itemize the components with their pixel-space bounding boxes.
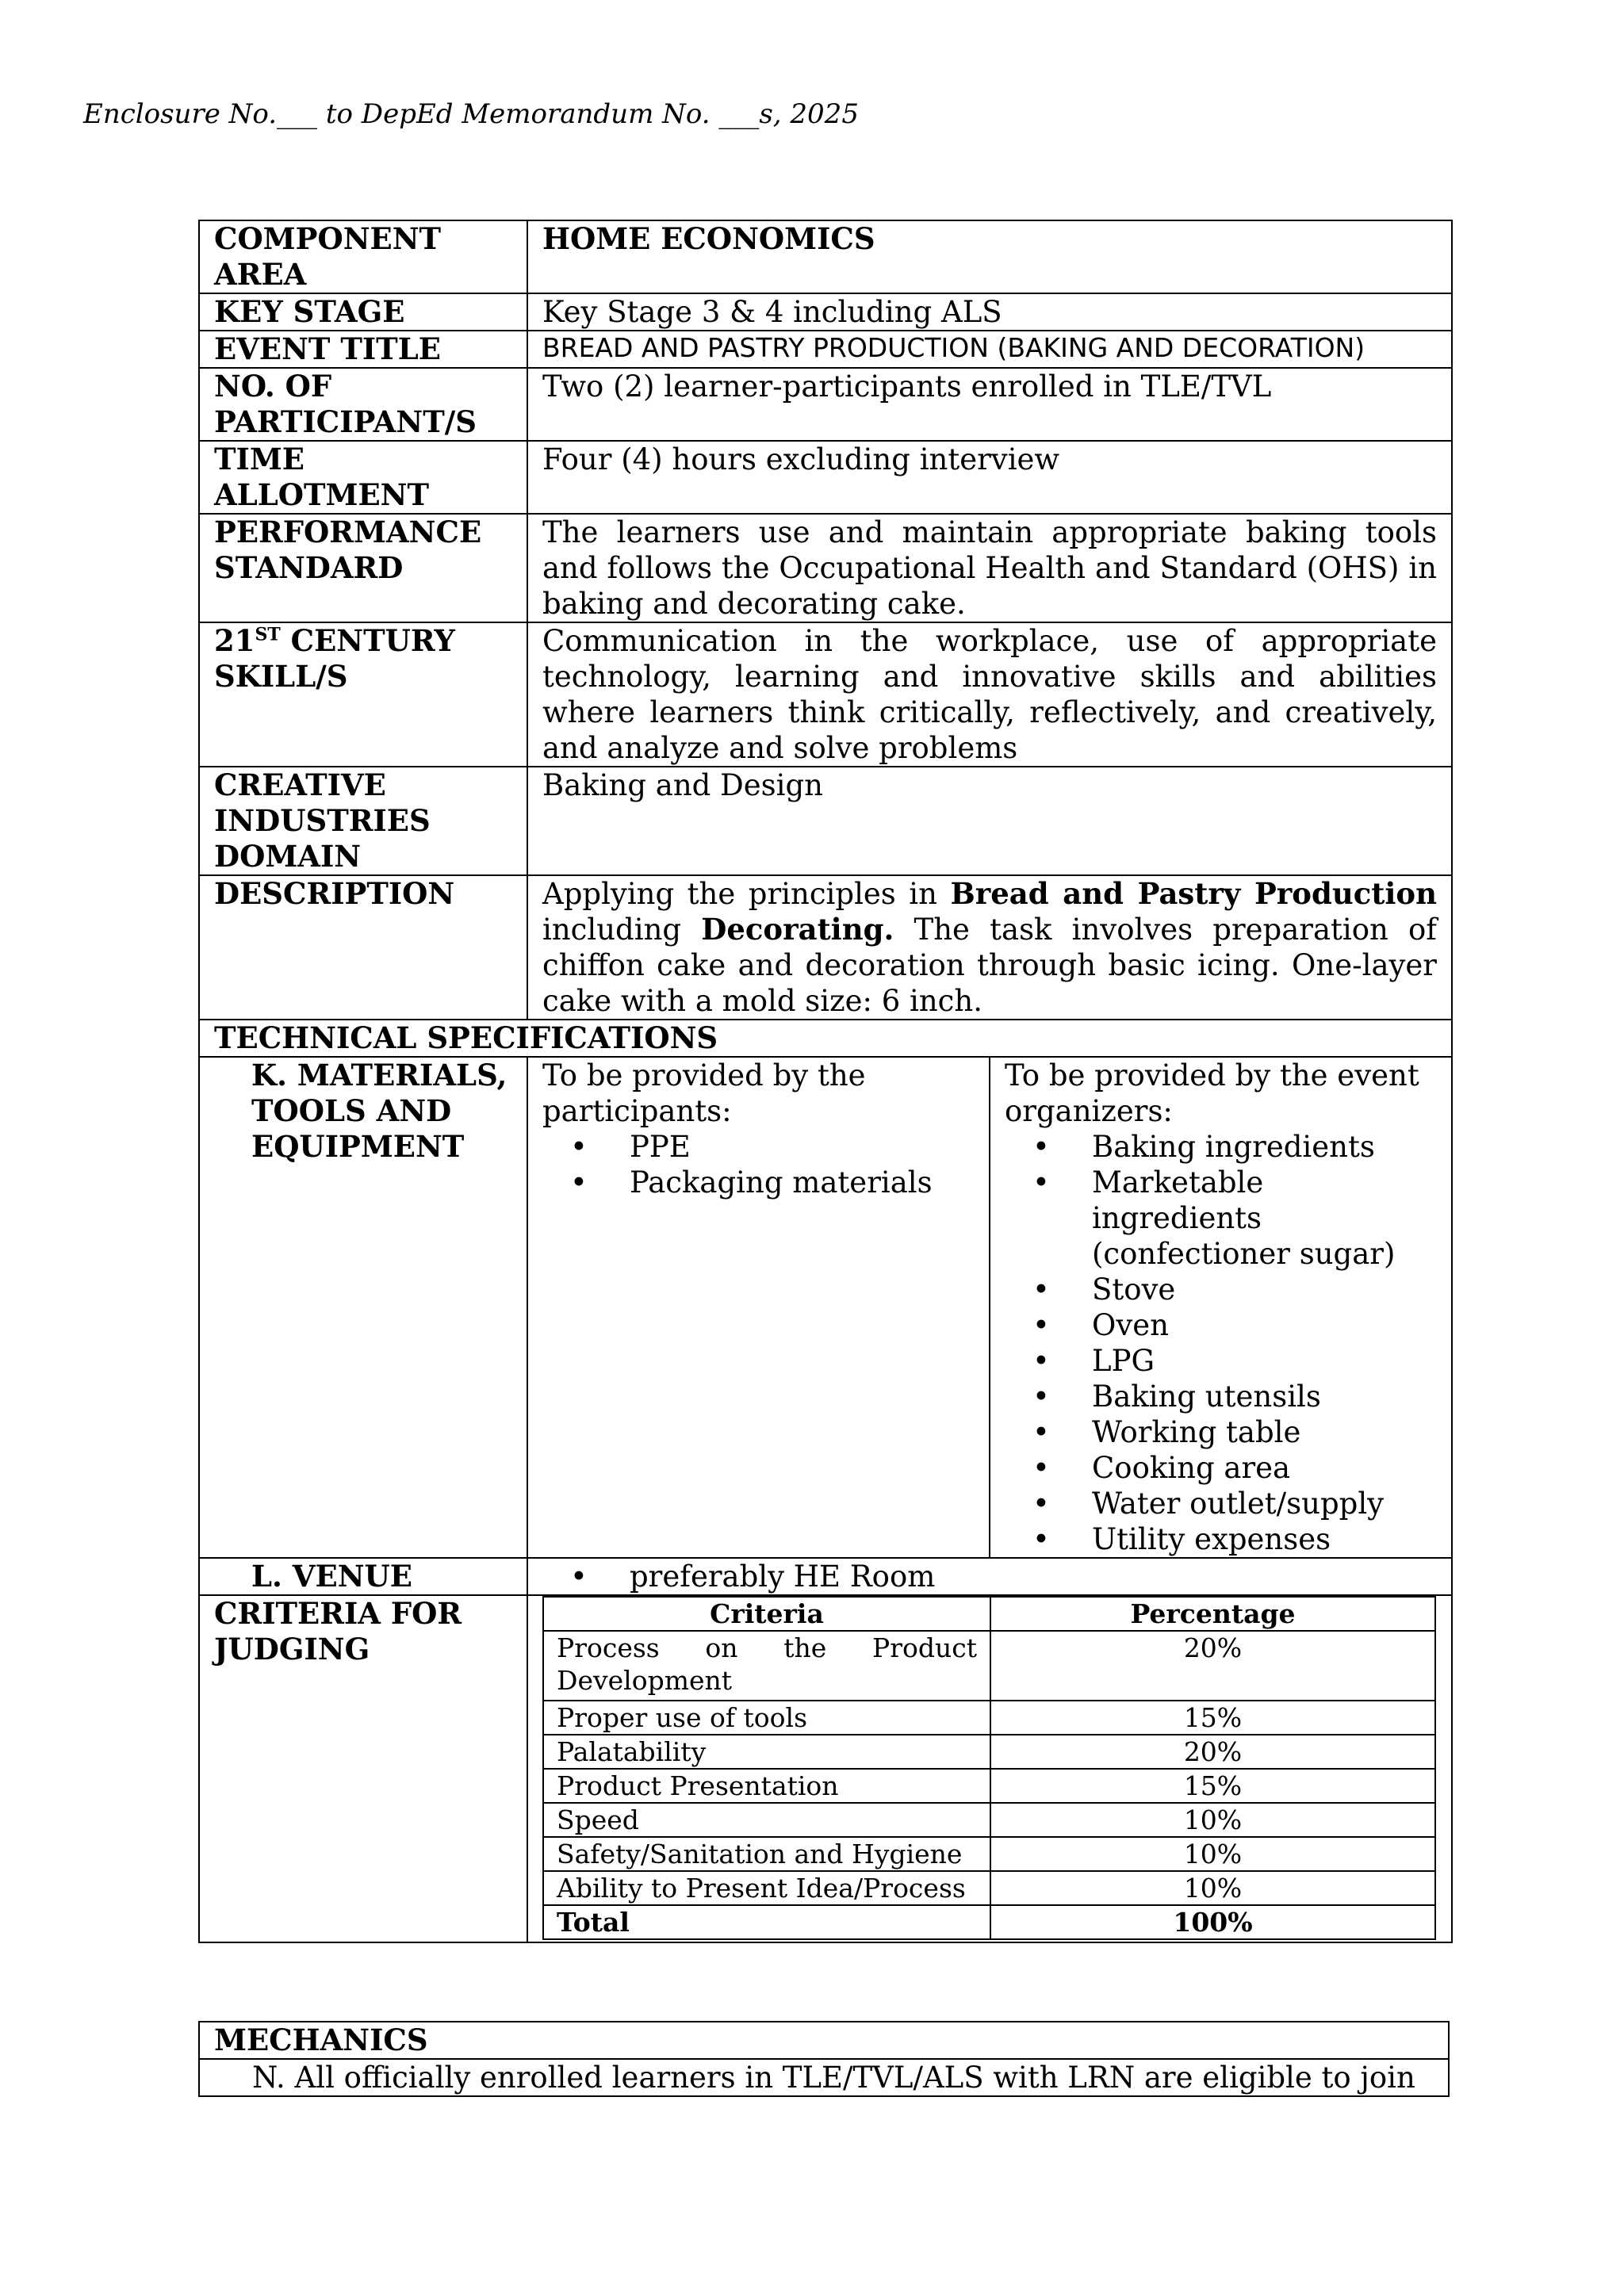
venue-value: • preferably HE Room [630,1559,1437,1594]
criteria-name: Ability to Present Idea/Process [543,1871,990,1905]
event-title-label: EVENT TITLE [199,331,527,368]
creative-domain-value: Baking and Design [527,767,1452,875]
list-item: • Working table [1092,1414,1437,1450]
century-skills-value: Communication in the workplace, use of appropriate technology, learning and innovative skills and abilities where learners think critically, reflectively, and creatively, and analyze and solve problems [527,622,1452,767]
performance-standard-value: The learners use and maintain appropriate baking tools and follows the Occupational Health and Standard (OHS) in baking and decorating cake. [527,514,1452,622]
criteria-percentage: 15% [990,1769,1435,1803]
table-row [543,1769,1435,1803]
description-text-3: The task involves preparation of chiffon cake and decoration through basic icing. One-layer cake with a mold size: 6 inch. [542,913,1438,1018]
organizers-provided-list [1005,1129,1437,1557]
criteria-name: Product Presentation [543,1769,990,1803]
row-event-title [199,331,1452,368]
criteria-percentage: 15% [990,1701,1435,1735]
row-time-allotment [199,441,1452,514]
criteria-percentage: 20% [990,1735,1435,1769]
row-mechanics-heading [199,2022,1449,2059]
row-participants [199,368,1452,441]
criteria-percentage: 10% [990,1837,1435,1871]
list-item: • Utility expenses [1092,1521,1437,1557]
event-title-value: BREAD AND PASTRY PRODUCTION (BAKING AND DECORATION) [527,331,1452,368]
criteria-name: Palatability [543,1735,990,1769]
criteria-cell [527,1595,1452,1942]
description-value [527,875,1452,1020]
description-label: DESCRIPTION [199,875,527,1020]
century-skills-label-sup: ST [255,624,281,645]
participants-provided-list [542,1129,975,1200]
participants-label: NO. OF PARTICIPANT/S [199,368,527,441]
row-key-stage [199,293,1452,331]
century-skills-label [199,622,527,767]
criteria-name: Process on the Product Development [543,1631,990,1701]
list-item: • PPE [630,1129,975,1165]
row-mechanics-item [199,2059,1449,2096]
row-component-area [199,220,1452,293]
list-item: • Packaging materials [630,1165,975,1200]
row-century-skills [199,622,1452,767]
criteria-name: Proper use of tools [543,1701,990,1735]
materials-label: K. MATERIALS, TOOLS AND EQUIPMENT [199,1057,527,1558]
list-item: • Marketable ingredients (confectioner sugar) [1092,1165,1437,1272]
event-spec-table [198,220,1453,1943]
participants-value: Two (2) learner-participants enrolled in TLE/TVL [527,368,1452,441]
mechanics-item: N. All officially enrolled learners in TLE/TVL/ALS with LRN are eligible to join [199,2059,1449,2096]
criteria-name: Speed [543,1803,990,1837]
criteria-percentage: 10% [990,1803,1435,1837]
row-technical-specifications [199,1020,1452,1057]
criteria-total-row [543,1905,1435,1939]
list-item: • Water outlet/supply [1092,1486,1437,1521]
creative-domain-label: CREATIVE INDUSTRIES DOMAIN [199,767,527,875]
table-row [543,1871,1435,1905]
organizers-provided-heading: To be provided by the event organizers: [1005,1058,1419,1128]
list-item: • LPG [1092,1343,1437,1379]
criteria-total-value: 100% [990,1905,1435,1939]
organizers-provided-cell [990,1057,1452,1558]
description-text-1: Applying the principles in [542,877,951,911]
list-item: • Oven [1092,1307,1437,1343]
key-stage-value: Key Stage 3 & 4 including ALS [527,293,1452,331]
time-allotment-label: TIME ALLOTMENT [199,441,527,514]
row-criteria [199,1595,1452,1942]
list-item: • Stove [1092,1272,1437,1307]
row-creative-domain [199,767,1452,875]
criteria-column-header: Criteria [543,1597,990,1631]
list-item: • Baking ingredients [1092,1129,1437,1165]
criteria-name: Safety/Sanitation and Hygiene [543,1837,990,1871]
table-row [543,1803,1435,1837]
component-area-value: HOME ECONOMICS [527,220,1452,293]
enclosure-header: Enclosure No.___ to DepEd Memorandum No. ___s, 2025 [83,98,859,130]
criteria-header-row [543,1597,1435,1631]
century-skills-label-rest: CENTURY SKILL/S [214,623,455,694]
table-row [543,1735,1435,1769]
criteria-percentage: 10% [990,1871,1435,1905]
component-area-label: COMPONENT AREA [199,220,527,293]
mechanics-table [198,2021,1450,2097]
venue-list [542,1559,1437,1594]
list-item: • Baking utensils [1092,1379,1437,1414]
row-performance-standard [199,514,1452,622]
venue-label: L. VENUE [199,1558,527,1595]
performance-standard-label: PERFORMANCE STANDARD [199,514,527,622]
row-materials [199,1057,1452,1558]
participants-provided-heading: To be provided by the participants: [542,1058,866,1128]
criteria-total-label: Total [543,1905,990,1939]
time-allotment-value: Four (4) hours excluding interview [527,441,1452,514]
criteria-table [542,1596,1436,1940]
criteria-label: CRITERIA FOR JUDGING [199,1595,527,1942]
percentage-column-header: Percentage [990,1597,1435,1631]
criteria-percentage: 20% [990,1631,1435,1701]
technical-specifications-heading: TECHNICAL SPECIFICATIONS [199,1020,1452,1057]
participants-provided-cell [527,1057,990,1558]
venue-cell [527,1558,1452,1595]
row-venue [199,1558,1452,1595]
key-stage-label: KEY STAGE [199,293,527,331]
table-row [543,1631,1435,1701]
row-description [199,875,1452,1020]
mechanics-heading: MECHANICS [199,2022,1449,2059]
table-row [543,1837,1435,1871]
description-bold-1: Bread and Pastry Production [950,876,1437,911]
table-row [543,1701,1435,1735]
description-text-2: including [542,913,702,947]
century-skills-label-num: 21 [214,623,255,658]
description-bold-2: Decorating. [701,912,894,947]
list-item: • Cooking area [1092,1450,1437,1486]
